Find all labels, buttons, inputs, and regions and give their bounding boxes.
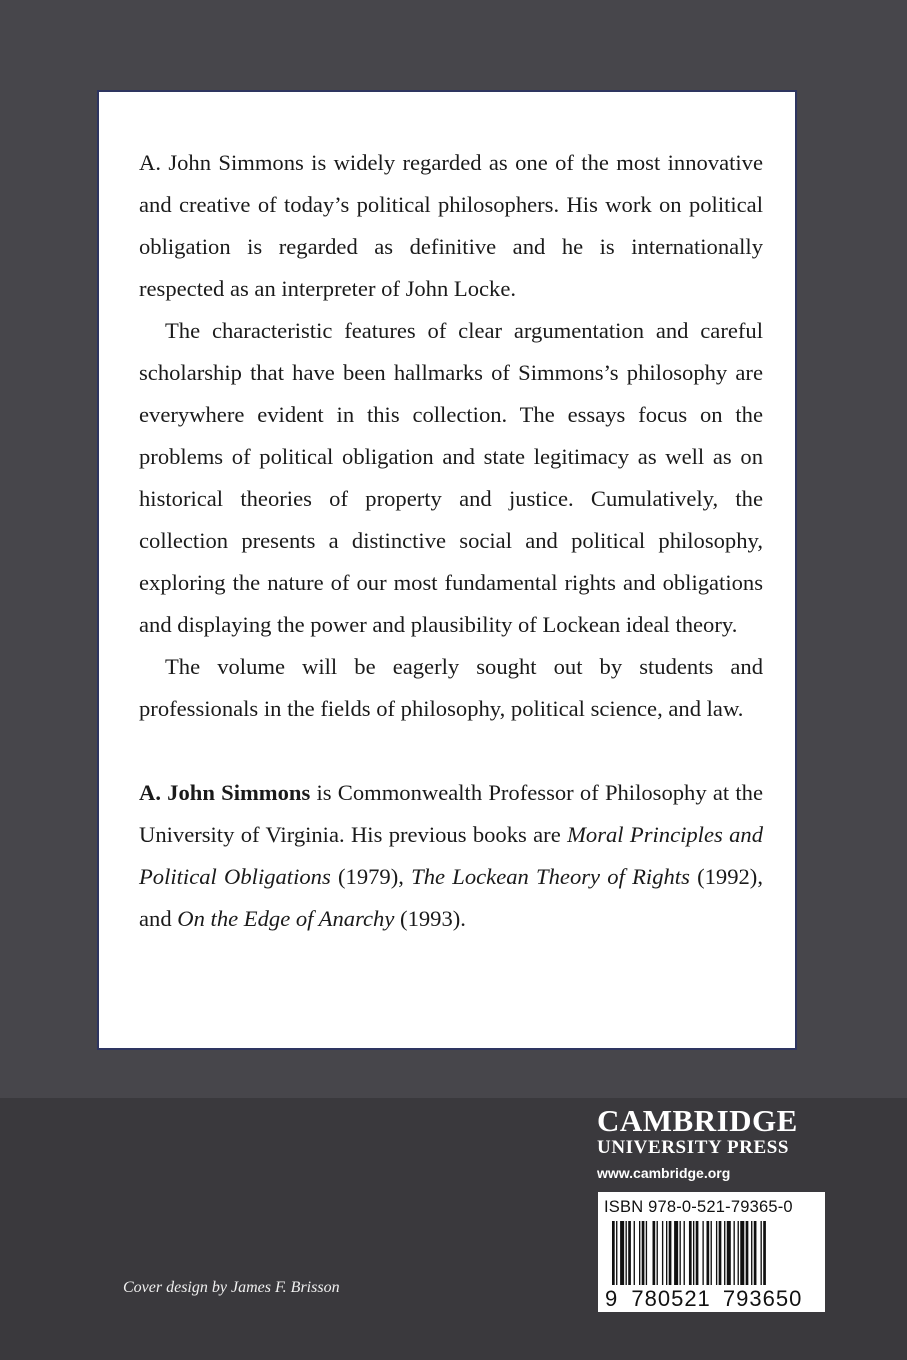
barcode-bar [674,1221,678,1285]
author-name: A. John Simmons [139,780,311,805]
publisher-url: www.cambridge.org [597,1165,731,1181]
barcode-digit-first: 9 [605,1286,618,1311]
barcode-bar [684,1221,685,1285]
book-title-2: The Lockean Theory of Rights [411,864,690,889]
barcode-bar [754,1221,757,1285]
barcode-bar [707,1221,710,1285]
book-title-1: Moral Principles and Political Obligations [139,822,763,889]
barcode-bar [642,1221,645,1285]
barcode-bar [657,1221,658,1285]
isbn-label: ISBN 978-0-521-79365-0 [604,1198,793,1216]
barcode-bar [702,1221,703,1285]
barcode-bar [612,1221,615,1285]
barcode-bar [727,1221,731,1285]
barcode-bar [693,1221,694,1285]
publisher-name-line1: CAMBRIDGE [597,1103,798,1138]
barcode-bar [711,1221,712,1285]
blurb-paragraph-3: The volume will be eagerly sought out by students and professionals in the fields of philosophy, political science, and law. [139,654,763,721]
barcode-bar [734,1221,735,1285]
blurb-paragraph-1: A. John Simmons is widely regarded as one of the most innovative and creative of today’s political philosophers. His work on political obligation is regarded as definitive and he is internationally respected as an interpreter of John Locke. [139,150,763,301]
description-panel [97,90,797,1050]
barcode-bar [761,1221,762,1285]
barcode-bar [746,1221,749,1285]
publisher-logo [597,1105,825,1184]
barcode-bar [626,1221,627,1285]
bio-text-1: is Commonwealth Professor of Philosophy at the University of Virginia. His previous books are [139,780,763,847]
barcode-bar [689,1221,692,1285]
bio-text-4: (1993). [394,906,466,931]
book-title-3: On the Edge of Anarchy [177,906,395,931]
barcode-bars [604,1221,819,1285]
barcode-bar [740,1221,744,1285]
barcode-bar [616,1221,617,1285]
isbn-barcode [598,1192,825,1312]
blurb-text [139,142,763,940]
barcode-bar [724,1221,725,1285]
barcode-bar [646,1221,647,1285]
barcode-bar [620,1221,624,1285]
cover-design-credit: Cover design by James F. Brisson [123,1279,340,1296]
author-bio [139,772,763,940]
barcode-bar [751,1221,752,1285]
barcode-bar [669,1221,672,1285]
barcode-bar [696,1221,699,1285]
barcode-bar [653,1221,656,1285]
barcode-bar [634,1221,635,1285]
publisher-name-line2: UNIVERSITY PRESS [597,1137,790,1158]
barcode-digits-group-1: 780521 [631,1286,711,1311]
barcode-bar [763,1221,766,1285]
barcode-bar [639,1221,640,1285]
barcode-bar [719,1221,722,1285]
barcode-digits [604,1288,803,1310]
barcode-bar [716,1221,717,1285]
barcode-digits-group-2: 793650 [722,1286,803,1311]
barcode-bar [662,1221,663,1285]
blurb-paragraph-2: The characteristic features of clear argumentation and careful scholarship that have been hallmarks of Simmons’s philosophy are everywhere evident in this collection. The essays focus on the problems of political obligation and state legitimacy as well as on historical theories of property and justice. Cumulatively, the collection presents a distinctive social and political philosophy, exploring the nature of our most fundamental rights and obligations and displaying the power and plausibility of Lockean ideal theory. [139,318,763,637]
bio-text-3: (1992), and [139,864,763,931]
barcode-bar [680,1221,681,1285]
bio-text-2: (1979), [330,864,412,889]
barcode-bar [666,1221,667,1285]
barcode-bar [738,1221,739,1285]
barcode-bar [628,1221,631,1285]
